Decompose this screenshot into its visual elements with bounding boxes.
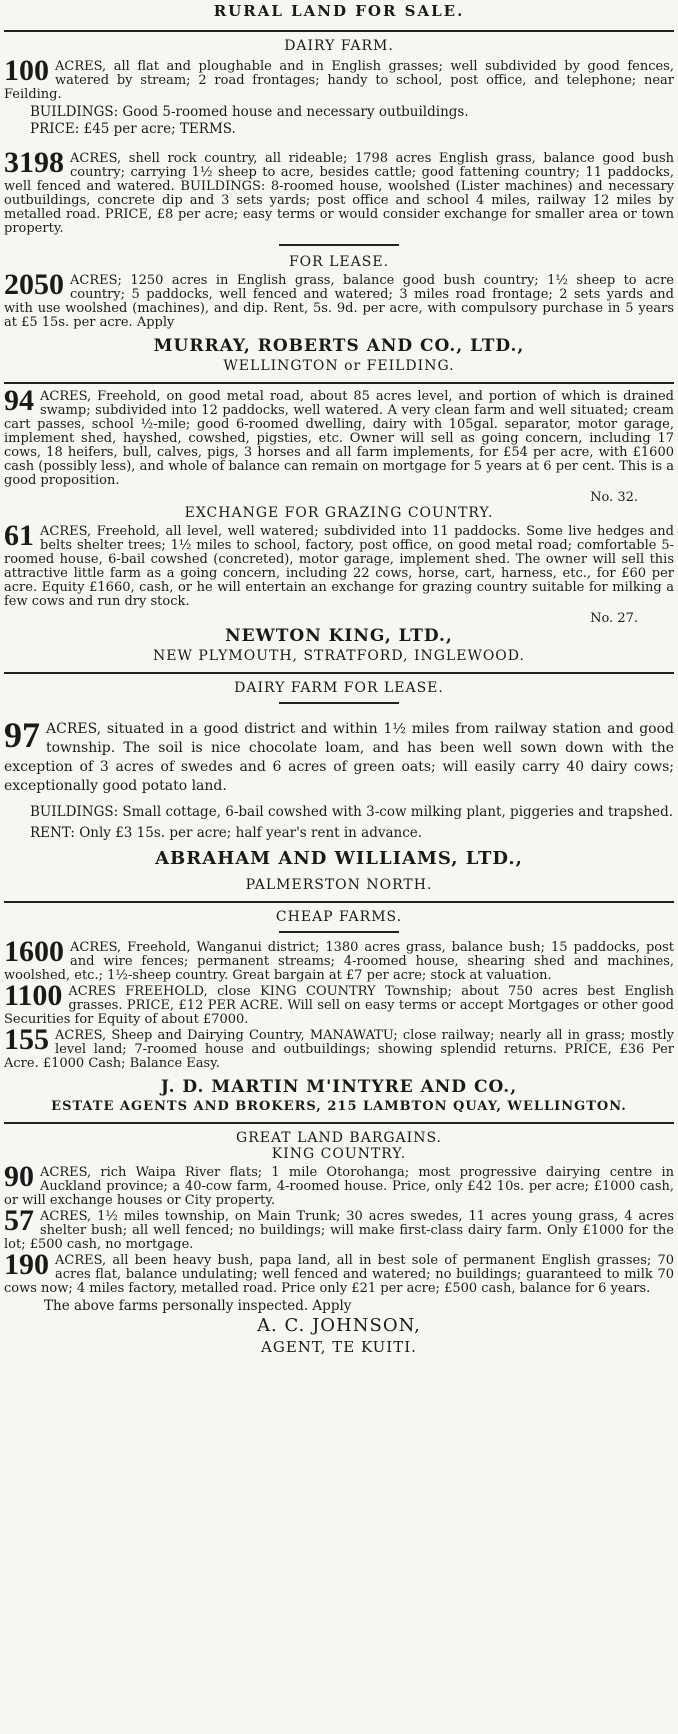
listing-text: ACRES FREEHOLD, close KING COUNTRY Township; about 750 acres best English grasses. PRICE, £12 PER ACRE. Will sell on easy terms or accept Mortgages or other good Securities for Equity of about £7000. [4, 984, 674, 1027]
listing-text: ACRES, all been heavy bush, papa land, all in best sole of permanent English grasses; 70 acres flat, balance undulating; well fenced and watered; no buildings; guaranteed to milk 70 cows now; 4 miles factory, metalled road. Price only £21 per acre; £500 cash, balance for 6 years. [4, 1253, 674, 1296]
section-title: FOR LEASE. [288, 254, 390, 270]
divider [4, 901, 674, 903]
listing-text: BUILDINGS: 8-roomed house, woolshed (Lister machines) and necessary outbuildings, concrete dip and 3 sets yards; post office and school 4 miles, railway 12 miles by metalled road. PRICE, £8 per acre; easy terms or would consider exchange for smaller area or town property. [4, 179, 675, 236]
listing-text: ACRES, shell rock country, all rideable; 1798 acres English grass, balance good bush country; carrying 1½ sheep to acre, besides cattle; good fattening country; 11 paddocks, well fenced and watered. [4, 151, 674, 194]
listing [4, 1023, 674, 1071]
section-title: EXCHANGE FOR GRAZING COUNTRY. [184, 505, 494, 521]
acreage: 61 [4, 519, 34, 552]
acreage: 94 [4, 384, 34, 417]
section-dairy-farm [4, 38, 674, 374]
acreage: 2050 [4, 268, 64, 301]
listing [4, 979, 674, 1027]
inspection-note: The above farms personally inspected. Apply [44, 1298, 352, 1314]
reference-number: No. 32. [590, 490, 638, 505]
agent-location: PALMERSTON NORTH. [245, 877, 433, 893]
listing [4, 54, 674, 102]
listing-text: ACRES, Sheep and Dairying Country, MANAWATU; close railway; nearly all in grass; mostly level land; 7-roomed house and outbuildings; showing splendid returns. PRICE, £36 Per Acre. £1000 Cash; Balance Easy. [4, 1028, 674, 1071]
listing-text: ACRES; 1250 acres in English grass, balance good bush country; 1½ sheep to acre country; 5 paddocks, well fenced and watered; 3 miles road frontage; 2 sets yards and with use woolshed (machines), and dip. Rent, 5s. 9d. per acre, with compulsory purchase in 5 years at £5 15s. per acre. Apply [4, 273, 674, 330]
divider [4, 30, 674, 32]
agent-location: ESTATE AGENTS AND BROKERS, 215 LAMBTON QUAY, WELLINGTON. [51, 1099, 627, 1114]
divider [279, 931, 399, 933]
rent-text: RENT: Only £3 15s. per acre; half year's rent in advance. [30, 825, 423, 841]
agent-name: J. D. MARTIN M'INTYRE AND CO., [160, 1077, 518, 1097]
listing [4, 935, 674, 983]
divider [279, 702, 399, 704]
page-header: RURAL LAND FOR SALE. [213, 2, 465, 20]
section-dairy-lease [4, 680, 674, 893]
acreage: 97 [4, 715, 40, 755]
acreage: 190 [4, 1248, 49, 1281]
listing [4, 268, 674, 330]
listing-text: ACRES, 1½ miles township, on Main Trunk; 30 acres swedes, 11 acres young grass, 4 acres shelter bush; all well fenced; no buildings; will make first-class dairy farm. Only £1000 for the lot; £500 cash, no mortgage. [4, 1209, 674, 1252]
acreage: 155 [4, 1023, 49, 1056]
agent-name: A. C. JOHNSON, [257, 1315, 421, 1336]
listing [4, 384, 674, 488]
divider [4, 382, 674, 384]
listing-text: ACRES, Freehold, on good metal road, about 85 acres level, and portion of which is drained swamp; subdivided into 12 paddocks, well watered. A very clean farm and well situated; cream cart passes, school ½-mile; good 6-roomed dwelling, dairy with 105gal. separator, motor garage, implement shed, hayshed, cowshed, pigsties, etc. Owner will sell as going concern, including 17 cows, 18 heifers, bull, calves, pigs, 3 horses and all farm implements, for £54 per acre, with £1600 cash (possibly less), and whole of balance can remain on mortgage for 5 years at 6 per cent. This is a good proposition. [4, 389, 674, 488]
listing [4, 1160, 674, 1208]
agent-location: WELLINGTON or FEILDING. [223, 358, 455, 374]
agent-location: NEW PLYMOUTH, STRATFORD, INGLEWOOD. [153, 648, 525, 664]
buildings-text: BUILDINGS: Small cottage, 6-bail cowshed with 3-cow milking plant, piggeries and trapshed. [30, 804, 674, 820]
listing-text: ACRES, all flat and ploughable and in English grasses; well subdivided by good fences, watered by stream; 2 road frontages; handy to school, post office, and telephone; near Feilding. [4, 59, 674, 102]
acreage: 57 [4, 1204, 34, 1237]
section-newton-king [4, 384, 674, 664]
section-cheap-farms [4, 909, 674, 1114]
section-title: DAIRY FARM. [284, 38, 394, 54]
section-title: GREAT LAND BARGAINS. [236, 1130, 442, 1146]
agent-name: MURRAY, ROBERTS AND CO., LTD., [153, 336, 525, 356]
listing [4, 1204, 674, 1252]
acreage: 3198 [4, 146, 64, 179]
listing-text: ACRES, situated in a good district and within 1½ miles from railway station and good township. The soil is nice chocolate loam, and has been well sown down with the exception of 3 acres of swedes and 6 acres of green oats; will easily carry 40 dairy cows; exceptionally good potato land. [4, 721, 674, 794]
divider [279, 244, 399, 246]
acreage: 90 [4, 1160, 34, 1193]
listing [4, 146, 675, 236]
divider [4, 672, 674, 674]
listing-text: ACRES, rich Waipa River flats; 1 mile Otorohanga; most progressive dairying centre in Auckland province; a 40-cow farm, 4-roomed house. Price, only £42 10s. per acre; £1000 cash, or will exchange houses or City property. [4, 1165, 674, 1208]
reference-number: No. 27. [590, 611, 638, 626]
section-title: DAIRY FARM FOR LEASE. [234, 680, 444, 696]
acreage: 1100 [4, 979, 63, 1012]
divider [4, 1122, 674, 1124]
acreage: 1600 [4, 935, 64, 968]
section-subtitle: KING COUNTRY. [271, 1146, 407, 1162]
buildings-text: BUILDINGS: Good 5-roomed house and necessary outbuildings. [30, 104, 469, 120]
section-great-land-bargains [4, 1130, 674, 1356]
listing-text: ACRES, Freehold, all level, well watered; subdivided into 11 paddocks. Some live hedges and belts shelter trees; 1½ miles to school, factory, post office, on good metal road; comfortable 5-roomed house, 6-bail cowshed (concreted), motor garage, implement shed. The owner will sell this attractive little farm as a going concern, including 22 cows, horse, cart, harness, etc., for £60 per acre. Equity £1660, cash, or he will entertain an exchange for grazing country suitable for milking a few cows and run dry stock. [4, 524, 674, 609]
listing [4, 519, 674, 609]
agent-name: ABRAHAM AND WILLIAMS, LTD., [155, 848, 523, 869]
listing [4, 1248, 674, 1296]
agent-location: AGENT, TE KUITI. [261, 1338, 417, 1356]
listing-text: ACRES, Freehold, Wanganui district; 1380 acres grass, balance bush; 15 paddocks, post and wire fences; permanent streams; 4-roomed house, shearing shed and machines, woolshed, etc.; 1½-sheep country. Great bargain at £7 per acre; stock at valuation. [4, 940, 674, 983]
section-title: CHEAP FARMS. [275, 909, 403, 925]
listing [4, 715, 674, 796]
price-text: PRICE: £45 per acre; TERMS. [30, 121, 236, 137]
agent-name: NEWTON KING, LTD., [225, 626, 453, 646]
acreage: 100 [4, 54, 49, 87]
